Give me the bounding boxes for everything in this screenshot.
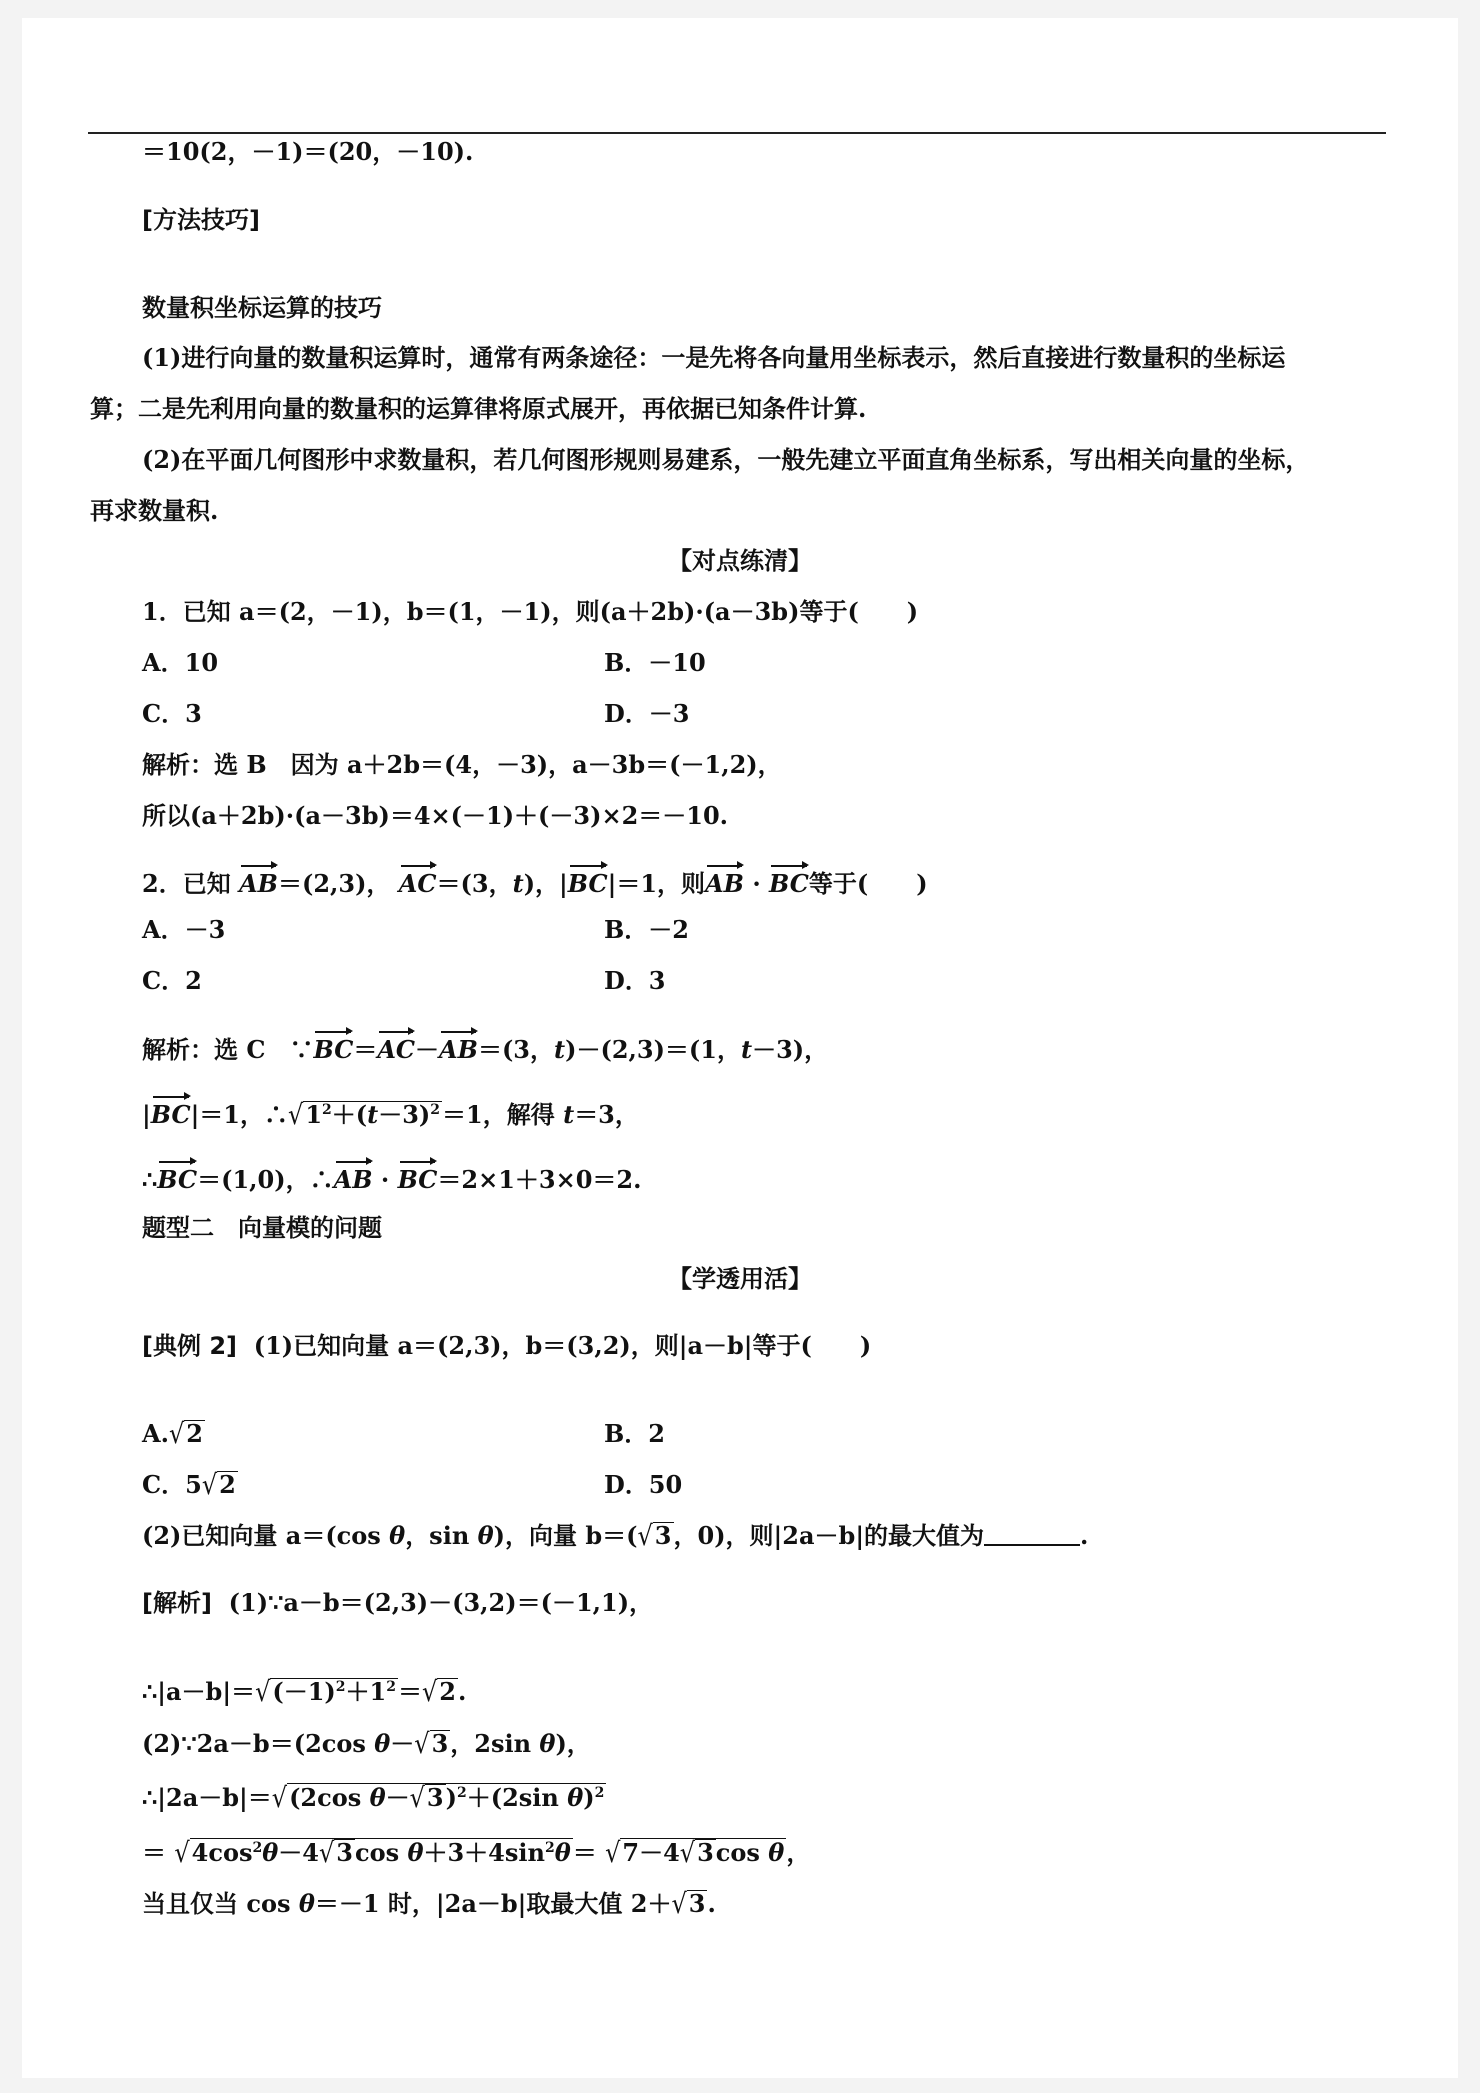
radicand: 2 — [219, 1470, 236, 1499]
ex2-option-c — [142, 1469, 238, 1501]
q2-option-a: A．－3 — [142, 915, 226, 944]
option-label: A. — [142, 1419, 169, 1448]
vector-bc: BC — [568, 862, 608, 900]
sqrt-expression: √(2cos θ－√3)$^2$＋(2sin θ)$^2$ — [271, 1781, 605, 1815]
radicand-part: 4cos — [191, 1838, 253, 1867]
top-line: ＝10(2，－1)＝(20，－10). — [142, 137, 474, 166]
ex2-part2 — [142, 1520, 1088, 1552]
tip1-line2: 算；二是先利用向量的数量积的运算律将原式展开，再依据已知条件计算. — [90, 394, 867, 423]
vector-bc: BC — [398, 1158, 438, 1196]
q1-option-b: B．－10 — [604, 648, 706, 677]
sqrt-expression: $√4\cos^2\theta-4√3\cos$ $\theta+3+4\sin^2\theta$ — [174, 1836, 571, 1870]
minus: － — [415, 1035, 440, 1064]
solution-label: 解析： — [142, 751, 214, 779]
abs-bar: | — [142, 1100, 151, 1129]
var-theta: θ — [477, 1521, 494, 1550]
method-heading: [方法技巧] — [142, 206, 260, 234]
var-theta: θ — [298, 1889, 315, 1918]
vector-bc: BC — [313, 1028, 353, 1066]
q1-option-d: D．－3 — [604, 699, 690, 728]
minus: － — [390, 1729, 415, 1758]
q2-solution-text: ＝(1,0)，∴ — [197, 1165, 334, 1194]
practice-heading: 【对点练清】 — [668, 546, 812, 575]
equals: ＝ — [353, 1035, 378, 1064]
radicand-part: ＋3＋4sin — [423, 1838, 545, 1867]
analysis-text: ∴|2a－b|＝ — [142, 1783, 272, 1812]
exponent: 2 — [430, 1102, 441, 1118]
exponent: 2 — [386, 1679, 396, 1695]
q2-solution-text: ＝3， — [574, 1100, 639, 1129]
radicand-part: cos — [354, 1838, 408, 1867]
var-t: t — [563, 1100, 575, 1129]
analysis-line2 — [142, 1676, 466, 1708]
q2-text: ＝(2,3)， — [277, 869, 391, 898]
analysis-line4 — [142, 1782, 606, 1814]
type2-heading: 题型二 向量模的问题 — [142, 1214, 382, 1242]
ex2-text: ，sin — [405, 1521, 478, 1550]
var-t: t — [367, 1100, 379, 1129]
dot-operator: · — [372, 1165, 398, 1194]
exponent: 2 — [594, 1785, 605, 1801]
analysis-text: (1)∵a－b＝(2,3)－(3,2)＝(－1,1)， — [228, 1588, 654, 1617]
period: . — [457, 1677, 467, 1706]
radicand-part: －3) — [378, 1100, 431, 1129]
radicand-part: (－1) — [272, 1677, 336, 1706]
q2-text: ＝(3， — [436, 869, 513, 898]
q2-text: |＝1，则 — [607, 869, 706, 898]
radicand-part: ) — [583, 1783, 595, 1812]
tip2-line1: (2)在平面几何图形中求数量积，若几何图形规则易建系，一般先建立平面直角坐标系，写出相关向量的坐标， — [142, 445, 1310, 474]
equals: ＝ — [397, 1677, 422, 1706]
analysis-text: ＝－1 时，|2a－b|取最大值 2＋ — [314, 1889, 672, 1918]
ex2-option-b: B．2 — [604, 1419, 665, 1448]
var-theta: θ — [262, 1838, 279, 1867]
q2-solution-line2 — [142, 1093, 639, 1131]
ex2-option-a — [142, 1418, 205, 1450]
sqrt-expression: $√(-1)^2+1^2$ — [255, 1675, 396, 1709]
dot-operator: · — [743, 869, 770, 898]
analysis-text: (2)∵2a－b＝(2cos — [142, 1729, 375, 1758]
radicand: 3 — [431, 1729, 449, 1758]
q1-solution-line2: 所以(a＋2b)·(a－3b)＝4×(－1)＋(－3)×2＝－10. — [142, 801, 729, 830]
analysis-line6 — [142, 1888, 716, 1920]
analysis-line5 — [142, 1837, 810, 1869]
q1-stem: 1．已知 a＝(2，－1)，b＝(1，－1)，则(a＋2b)·(a－3b)等于( ) — [142, 597, 919, 626]
q2-option-b: B．－2 — [604, 915, 689, 944]
radicand: 2 — [439, 1677, 456, 1706]
equals: ＝ — [572, 1838, 597, 1867]
answer-blank[interactable] — [984, 1524, 1080, 1546]
therefore: ∴ — [142, 1165, 158, 1194]
learn-heading: 【学透用活】 — [668, 1264, 812, 1293]
analysis-label: [解析] — [142, 1589, 212, 1617]
exponent: 2 — [544, 1840, 555, 1856]
sqrt-expression: √2 — [421, 1675, 456, 1709]
q1-option-a: A．10 — [142, 648, 219, 677]
var-t: t — [740, 1035, 753, 1064]
ex2-option-d: D．50 — [604, 1470, 683, 1499]
sqrt-expression: √2 — [201, 1468, 236, 1502]
vector-ab: AB — [239, 862, 278, 900]
vector-ab: AB — [334, 1158, 373, 1196]
sqrt-expression: √3 — [414, 1727, 449, 1761]
radicand: 3 — [688, 1889, 706, 1918]
radicand: 2 — [186, 1419, 203, 1448]
radicand-part: cos — [715, 1838, 769, 1867]
radicand: 3 — [697, 1838, 714, 1867]
q2-solution-text: －3)， — [752, 1035, 829, 1064]
q2-solution-text: 选 C ∵ — [214, 1035, 314, 1064]
var-theta: θ — [389, 1521, 406, 1550]
header-rule — [88, 132, 1386, 134]
tip1-line1: (1)进行向量的数量积运算时，通常有两条途径：一是先将各向量用坐标表示，然后直接进行数量积的坐标运 — [142, 343, 1286, 372]
q1-option-c: C．3 — [142, 699, 202, 728]
sqrt-expression: √7－4√3cos θ — [605, 1836, 785, 1870]
period: . — [707, 1889, 716, 1918]
q2-solution-text: |＝1，∴ — [190, 1100, 289, 1129]
var-theta: θ — [554, 1838, 571, 1867]
tips-title: 数量积坐标运算的技巧 — [142, 294, 382, 322]
tip2-line2: 再求数量积. — [90, 496, 219, 525]
radicand-part: 1 — [305, 1100, 323, 1129]
q2-text: 等于( ) — [808, 869, 928, 898]
solution-label: 解析： — [142, 1036, 214, 1064]
var-theta: θ — [407, 1838, 424, 1867]
example-label: [典例 2] — [142, 1332, 237, 1360]
exponent: 2 — [335, 1679, 346, 1695]
var-theta: θ — [374, 1729, 391, 1758]
q1-solution-text: 选 B 因为 a＋2b＝(4，－3)，a－3b＝(－1,2)， — [214, 750, 782, 779]
radicand-part: ＋1 — [345, 1677, 387, 1706]
comma: ， — [786, 1838, 811, 1867]
example2-stem — [142, 1330, 871, 1362]
analysis-text: 当且仅当 cos — [142, 1889, 299, 1918]
q2-option-d: D．3 — [604, 966, 666, 995]
radicand: 3 — [336, 1838, 353, 1867]
radicand-part: ) — [445, 1783, 457, 1812]
var-t: t — [512, 869, 524, 898]
vector-ab: AB — [705, 862, 744, 900]
radicand-part: ＋(2sin — [466, 1783, 568, 1812]
analysis-line3 — [142, 1728, 591, 1760]
var-theta: θ — [567, 1783, 584, 1812]
var-t: t — [554, 1035, 566, 1064]
option-label: C．5 — [142, 1470, 202, 1499]
radicand-part: ＋( — [331, 1100, 368, 1129]
vector-ac: AC — [377, 1028, 415, 1066]
var-theta: θ — [369, 1783, 386, 1812]
radicand: 3 — [654, 1521, 672, 1550]
q2-text: )，| — [523, 869, 568, 898]
sqrt-expression: √2 — [168, 1417, 203, 1451]
analysis-text: ，2sin — [450, 1729, 540, 1758]
exponent: 2 — [322, 1102, 332, 1118]
sqrt-expression: √3 — [671, 1887, 706, 1921]
ex2-text: (2)已知向量 a＝(cos — [142, 1521, 390, 1550]
vector-ac: AC — [399, 862, 437, 900]
sqrt-expression: $√1^2+(t-3)^2$ — [288, 1098, 441, 1132]
q2-option-c: C．2 — [142, 966, 202, 995]
q1-solution-line1 — [142, 749, 782, 781]
analysis-line1 — [142, 1587, 653, 1619]
radicand-part: 7－4 — [622, 1838, 680, 1867]
ex2-text: )，向量 b＝( — [493, 1521, 638, 1550]
period: . — [1080, 1521, 1089, 1550]
equals: ＝ — [142, 1838, 166, 1867]
sqrt-expression: √3 — [637, 1519, 672, 1553]
q2-number: 2．已知 — [142, 869, 240, 898]
q2-solution-text: )－(2,3)＝(1， — [565, 1035, 741, 1064]
var-theta: θ — [539, 1729, 556, 1758]
vector-ab: AB — [439, 1028, 478, 1066]
example2-text: (1)已知向量 a＝(2,3)，b＝(3,2)，则|a－b|等于( ) — [253, 1331, 872, 1360]
vector-bc: BC — [157, 1158, 197, 1196]
q2-solution-text: ＝1，解得 — [442, 1100, 564, 1129]
exponent: 2 — [252, 1840, 263, 1856]
q2-solution-text: ＝(3， — [477, 1035, 555, 1064]
q2-solution-line3 — [142, 1158, 642, 1196]
q2-stem — [142, 862, 928, 900]
vector-bc: BC — [769, 862, 809, 900]
ex2-text: ，0)，则|2a－b|的最大值为 — [673, 1521, 985, 1550]
radicand: 3 — [426, 1783, 444, 1812]
q2-solution-text: ＝2×1＋3×0＝2. — [437, 1165, 642, 1194]
radicand-part: － — [385, 1783, 410, 1812]
analysis-text: ∴|a－b|＝ — [142, 1677, 256, 1706]
vector-bc: BC — [151, 1093, 191, 1131]
radicand-part: －4 — [278, 1838, 319, 1867]
var-theta: θ — [768, 1838, 785, 1867]
exponent: 2 — [456, 1785, 467, 1801]
q2-solution-line1 — [142, 1028, 828, 1066]
analysis-text: )， — [555, 1729, 591, 1758]
radicand-part: (2cos — [289, 1783, 370, 1812]
